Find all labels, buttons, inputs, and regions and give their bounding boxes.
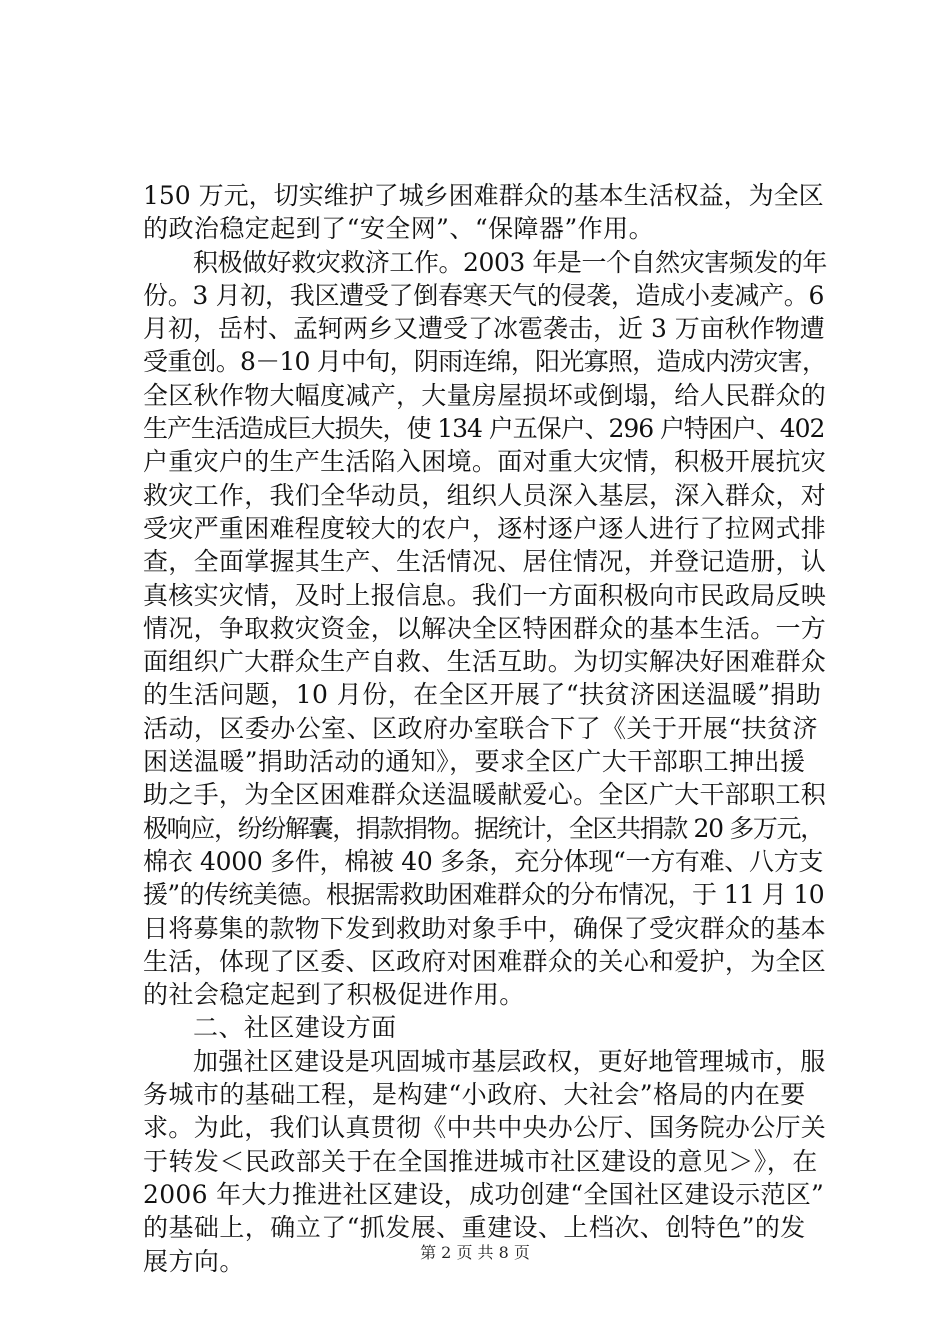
page-footer: 第 2 页 共 8 页	[420, 1243, 530, 1262]
text-line: 受灾严重困难程度较大的农户，逐村逐户逐人进行了拉网式排	[143, 513, 827, 543]
text-line: 的政治稳定起到了“安全网”、“保障器”作用。	[143, 214, 655, 244]
text-line: 援”的传统美德。根据需救助困难群众的分布情况，于 11 月 10	[143, 880, 825, 910]
text-line: 困送温暖”捐助活动的通知》，要求全区广大干部职工抻出援	[143, 747, 806, 777]
text-line: 积极做好救灾救济工作。2003 年是一个自然灾害频发的年	[193, 247, 827, 277]
text-line: 生活，体现了区委、区政府对困难群众的关心和爱护，为全区	[143, 946, 827, 976]
text-line: 活动，区委办公室、区政府办室联合下了《关于开展“扶贫济	[143, 713, 818, 743]
text-line: 全区秋作物大幅度减产，大量房屋损坏或倒塌，给人民群众的	[143, 380, 827, 410]
text-line: 助之手，为全区困难群众送温暖献爱心。全区广大干部职工积	[143, 780, 827, 810]
text-line: 极响应，纷纷解囊，捐款捐物。据统计，全区共捐款 20 多万元，	[143, 813, 824, 843]
text-line: 2006 年大力推进社区建设，成功创建“全国社区建设示范区”	[143, 1179, 825, 1209]
text-line: 于转发＜民政部关于在全国推进城市社区建设的意见＞》，在	[143, 1146, 818, 1176]
text-line: 生产生活造成巨大损失，使 134 户五保户、296 户特困户、402	[143, 414, 825, 444]
text-line: 查，全面掌握其生产、生活情况、居住情况，并登记造册，认	[143, 547, 827, 577]
text-line: 150 万元，切实维护了城乡困难群众的基本生活权益，为全区	[143, 181, 824, 210]
text-line: 二、社区建设方面	[193, 1013, 397, 1043]
text-line: 份。3 月初，我区遭受了倒春寒天气的侵袭，造成小麦减产。6	[143, 280, 825, 310]
text-line: 加强社区建设是巩固城市基层政权，更好地管理城市，服	[193, 1046, 826, 1076]
text-line: 日将募集的款物下发到救助对象手中，确保了受灾群众的基本	[143, 913, 827, 943]
text-line: 的生活问题，10 月份，在全区开展了“扶贫济困送温暖”捐助	[143, 680, 822, 710]
text-line: 面组织广大群众生产自救、生活互助。为切实解决好困难群众	[143, 647, 827, 677]
text-line: 棉衣 4000 多件，棉被 40 多条，充分体现“一方有难、八方支	[143, 846, 824, 876]
text-line: 的基础上，确立了“抓发展、重建设、上档次、创特色”的发	[143, 1213, 806, 1243]
text-line: 救灾工作，我们全华动员，组织人员深入基层，深入群众，对	[143, 480, 827, 510]
text-line: 月初，岳村、孟轲两乡又遭受了冰雹袭击，近 3 万亩秋作物遭	[143, 314, 825, 344]
text-line: 展方向。	[143, 1246, 245, 1276]
text-line: 受重创。8－10 月中旬，阴雨连绵，阳光寡照，造成内涝灾害，	[143, 347, 827, 377]
text-line: 务城市的基础工程，是构建“小政府、大社会”格局的内在要	[143, 1080, 806, 1110]
text-line: 的社会稳定起到了积极促进作用。	[143, 980, 525, 1010]
text-line: 户重灾户的生产生活陷入困境。面对重大灾情，积极开展抗灾	[143, 447, 827, 477]
text-line: 求。为此，我们认真贯彻《中共中央办公厅、国务院办公厅关	[143, 1113, 827, 1143]
text-line: 真核实灾情，及时上报信息。我们一方面积极向市民政局反映	[143, 580, 827, 610]
document-body	[143, 179, 827, 1278]
text-line: 情况，争取救灾资金，以解决全区特困群众的基本生活。一方	[143, 613, 827, 643]
